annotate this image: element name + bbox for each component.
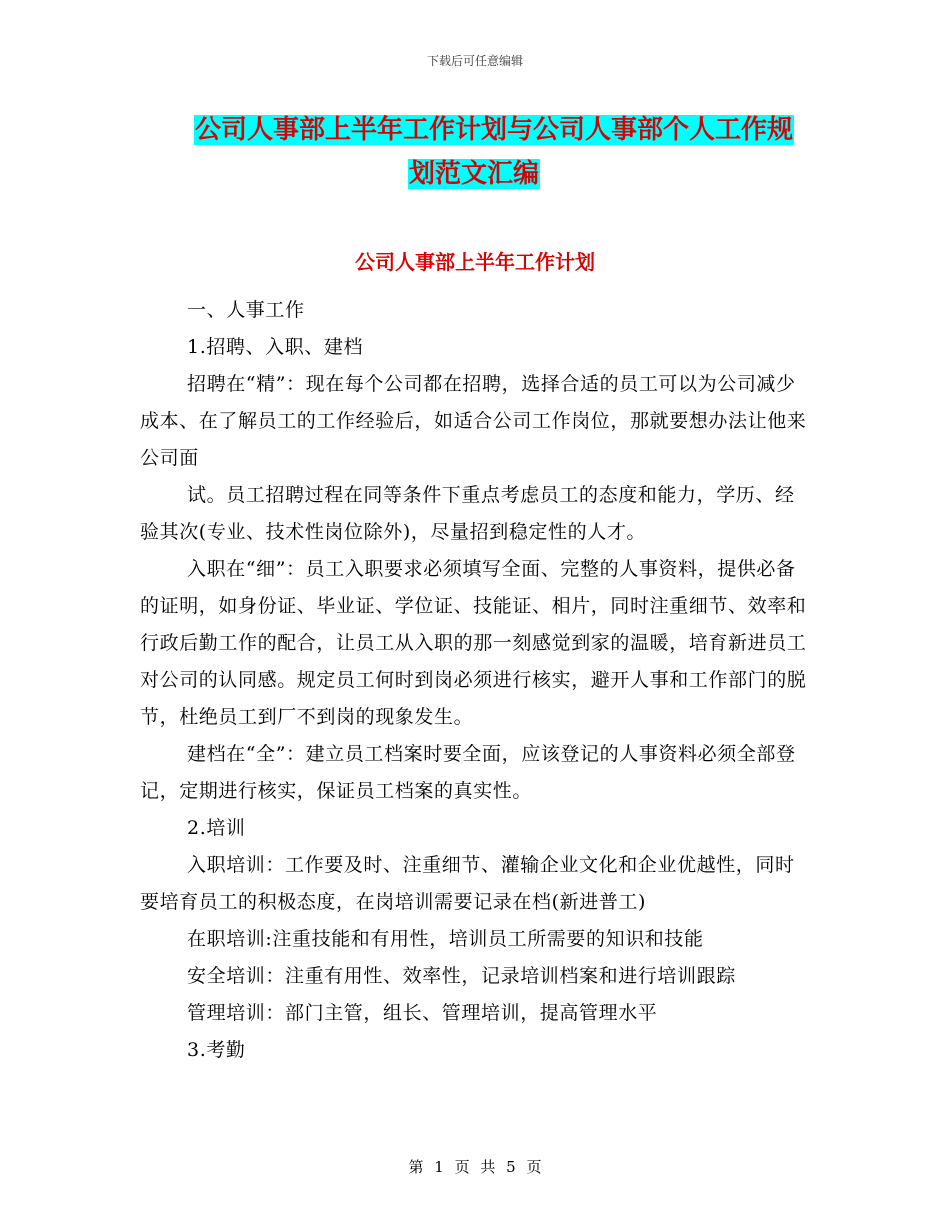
- paragraph: 2.培训: [187, 817, 246, 839]
- paragraph: 3.考勤: [187, 1039, 246, 1061]
- paragraph: 建档在“全”：建立员工档案时要全面，应该登记的人事资料必须全部登记，定期进行核实，保证员工档案的真实性。: [140, 743, 796, 802]
- page-footer: 第 1 页 共 5 页: [408, 1158, 542, 1176]
- header-note: 下载后可任意编辑: [426, 54, 523, 68]
- title-line-1-text: 公司人事部上半年工作计划与公司人事部个人工作规: [195, 115, 794, 145]
- document-body: [140, 292, 812, 1069]
- paragraph: 安全培训：注重有用性、效率性，记录培训档案和进行培训跟踪: [187, 965, 736, 987]
- section-title: 公司人事部上半年工作计划: [355, 250, 595, 274]
- title-line-1: [140, 108, 820, 152]
- paragraph: 1.招聘、入职、建档: [187, 336, 364, 358]
- document-title: [140, 108, 820, 196]
- paragraph: 入职培训：工作要及时、注重细节、灌输企业文化和企业优越性，同时要培育员工的积极态度，在岗培训需要记录在档(新进普工): [140, 854, 795, 913]
- title-line-2: [140, 152, 820, 196]
- paragraph: 在职培训:注重技能和有用性，培训员工所需要的知识和技能: [187, 928, 704, 950]
- paragraph: 招聘在“精”：现在每个公司都在招聘，选择合适的员工可以为公司减少成本、在了解员工的工作经验后，如适合公司工作岗位，那就要想办法让他来公司面: [140, 373, 807, 469]
- paragraph: 试。员工招聘过程在同等条件下重点考虑员工的态度和能力，学历、经验其次(专业、技术性岗位除外)，尽量招到稳定性的人才。: [140, 484, 795, 543]
- paragraph: 入职在“细”：员工入职要求必须填写全面、完整的人事资料，提供必备的证明，如身份证、毕业证、学位证、技能证、相片，同时注重细节、效率和行政后勤工作的配合，让员工从入职的那一刻感觉到家的温暖，培育新进员工对公司的认同感。规定员工何时到岗必须进行核实，避开人事和工作部门的脱节，杜绝员工到厂不到岗的现象发生。: [140, 558, 807, 728]
- paragraph: 管理培训：部门主管，组长、管理培训，提高管理水平: [187, 1002, 658, 1024]
- paragraph: 一、人事工作: [187, 299, 305, 321]
- title-line-2-text: 划范文汇编: [409, 159, 540, 189]
